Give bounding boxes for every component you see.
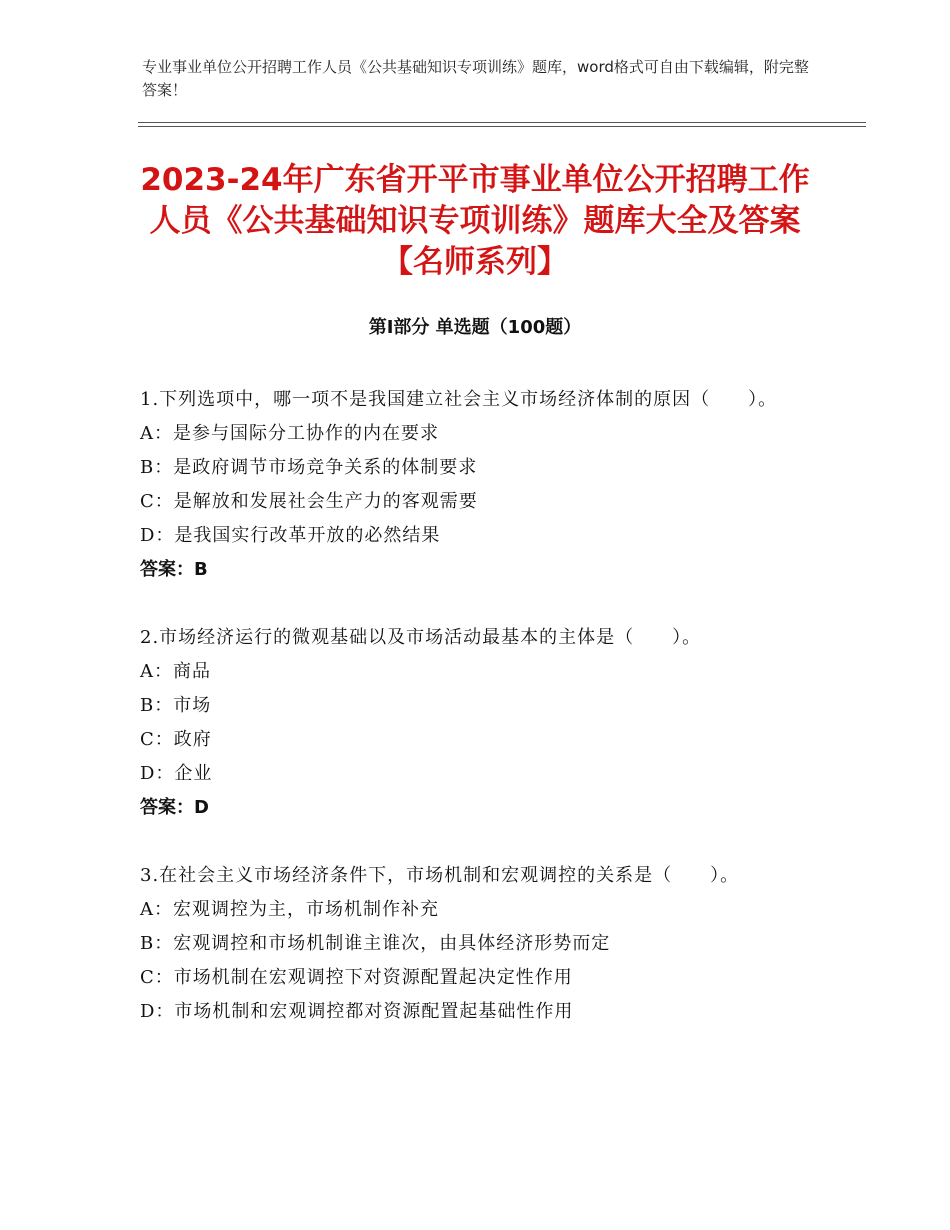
question-item bbox=[140, 859, 800, 1029]
option-c: C：政府 bbox=[140, 729, 212, 750]
option-b: B：宏观调控和市场机制谁主谁次，由具体经济形势而定 bbox=[140, 933, 611, 954]
answer-line: 答案：B bbox=[140, 559, 208, 580]
header-note: 专业事业单位公开招聘工作人员《公共基础知识专项训练》题库，word格式可自由下载编辑，附完整答案！ bbox=[142, 58, 809, 99]
option-d: D：市场机制和宏观调控都对资源配置起基础性作用 bbox=[140, 1001, 574, 1022]
option-c: C：市场机制在宏观调控下对资源配置起决定性作用 bbox=[140, 967, 573, 988]
header-divider-bottom bbox=[138, 126, 866, 127]
option-a: A：宏观调控为主，市场机制作补充 bbox=[140, 899, 439, 920]
option-d: D：是我国实行改革开放的必然结果 bbox=[140, 525, 441, 546]
option-c: C：是解放和发展社会生产力的客观需要 bbox=[140, 491, 478, 512]
question-item bbox=[140, 621, 800, 825]
option-b: B：市场 bbox=[140, 695, 212, 716]
answer-line: 答案：D bbox=[140, 797, 209, 818]
document-title: 2023-24年广东省开平市事业单位公开招聘工作人员《公共基础知识专项训练》题库大全及答案【名师系列】 bbox=[140, 162, 810, 280]
header-divider-top bbox=[138, 122, 866, 123]
option-b: B：是政府调节市场竞争关系的体制要求 bbox=[140, 457, 478, 478]
question-stem: 1.下列选项中，哪一项不是我国建立社会主义市场经济体制的原因（ ）。 bbox=[140, 389, 778, 410]
option-d: D：企业 bbox=[140, 763, 213, 784]
question-stem: 2.市场经济运行的微观基础以及市场活动最基本的主体是（ ）。 bbox=[140, 627, 702, 648]
option-a: A：是参与国际分工协作的内在要求 bbox=[140, 423, 439, 444]
section-heading: 第Ⅰ部分 单选题（100题） bbox=[368, 317, 582, 338]
question-stem: 3.在社会主义市场经济条件下，市场机制和宏观调控的关系是（ ）。 bbox=[140, 865, 740, 886]
question-list bbox=[140, 383, 800, 1063]
question-item bbox=[140, 383, 800, 587]
option-a: A：商品 bbox=[140, 661, 211, 682]
